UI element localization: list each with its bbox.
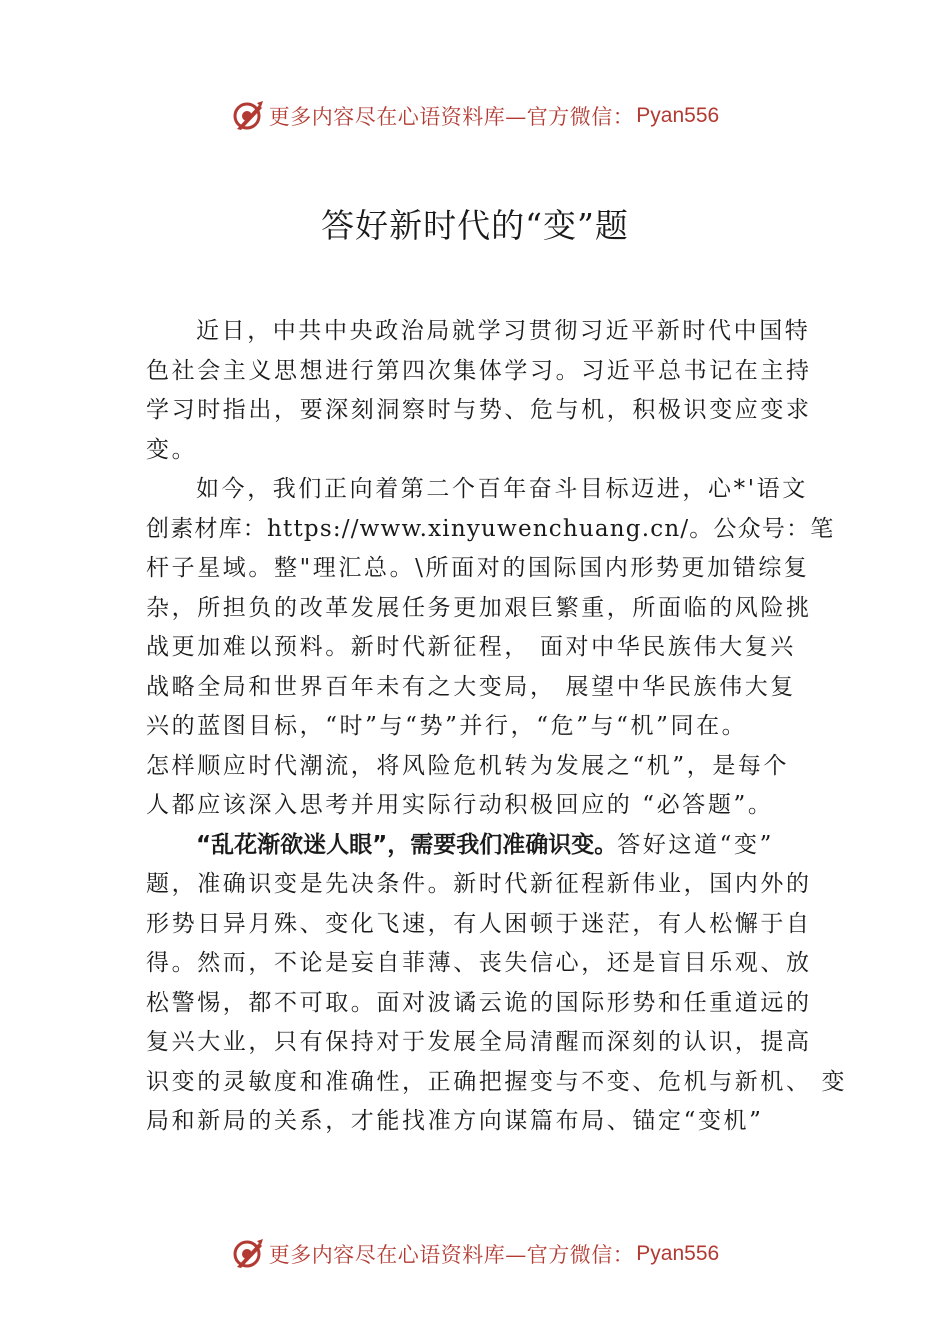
text-line: 近日，中共中央政治局就学习贯彻习近平新时代中国特: [196, 318, 811, 344]
text-line: 怎样顺应时代潮流，将风险危机转为发展之“机”，是每个: [146, 752, 790, 779]
text-line: 形势日异月殊、变化飞速，有人困顿于迷茫，有人松懈于自: [146, 910, 812, 937]
pen-logo-icon: [231, 1237, 265, 1271]
text-line: 学习时指出，要深刻洞察时与势、危与机，积极识变应变求: [146, 397, 812, 423]
article-body: [146, 312, 848, 1142]
banner-wechat-id: Pyan556: [636, 1242, 720, 1265]
text-line: 复兴大业，只有保持对于发展全局清醒而深刻的认识，提高: [146, 1029, 812, 1055]
header-banner: [0, 96, 950, 136]
banner-wechat-id: Pyan556: [636, 104, 720, 127]
pen-logo-icon: [231, 99, 265, 133]
bold-lead: “乱花渐欲迷人眼”，需要我们准确识变。: [196, 831, 618, 858]
text-line: 人都应该深入思考并用实际行动积极回应的 “必答题”。: [146, 792, 774, 818]
text-line: 杂，所担负的改革发展任务更加艰巨繁重，所面临的风险挑: [146, 594, 812, 621]
banner-text: 更多内容尽在心语资料库—官方微信：: [268, 105, 635, 129]
text-line: 识变的灵敏度和准确性，正确把握变与不变、危机与新机、 变: [146, 1068, 848, 1095]
text-line: 松警惕，都不可取。面对波谲云诡的国际形势和任重道远的: [146, 989, 812, 1016]
text-line: [146, 826, 836, 866]
footer-banner: [0, 1234, 950, 1274]
text-line: 色社会主义思想进行第四次集体学习。习近平总书记在主持: [146, 357, 812, 384]
text-line: 杆子星域。整"理汇总。\所面对的国际国内形势更加错综复: [146, 555, 810, 581]
text-line: 战略全局和世界百年未有之大变局， 展望中华民族伟大复: [146, 673, 796, 700]
banner-text: 更多内容尽在心语资料库—官方微信：: [268, 1243, 635, 1267]
text-line: 战更加难以预料。新时代新征程， 面对中华民族伟大复兴: [146, 634, 796, 660]
text-line: 变。: [146, 436, 198, 463]
first-line-rest: 答好这道“变”: [617, 831, 774, 858]
page-title: 答好新时代的“变”题: [321, 206, 629, 245]
text-line: 局和新局的关系，才能找准方向谋篇布局、锚定“变机”: [146, 1108, 764, 1134]
text-line: 兴的蓝图目标，“时”与“势”并行，“危”与“机”同在。: [146, 713, 748, 739]
text-line: 创素材库：https://www.xinyuwenchuang.cn/。公众号：笔: [146, 515, 835, 542]
text-line: 题，准确识变是先决条件。新时代新征程新伟业，国内外的: [146, 871, 812, 897]
text-line: 得。然而，不论是妄自菲薄、丧失信心，还是盲目乐观、放: [146, 950, 812, 976]
text-line: 如今，我们正向着第二个百年奋斗目标迈进，心*'语文: [196, 476, 808, 502]
